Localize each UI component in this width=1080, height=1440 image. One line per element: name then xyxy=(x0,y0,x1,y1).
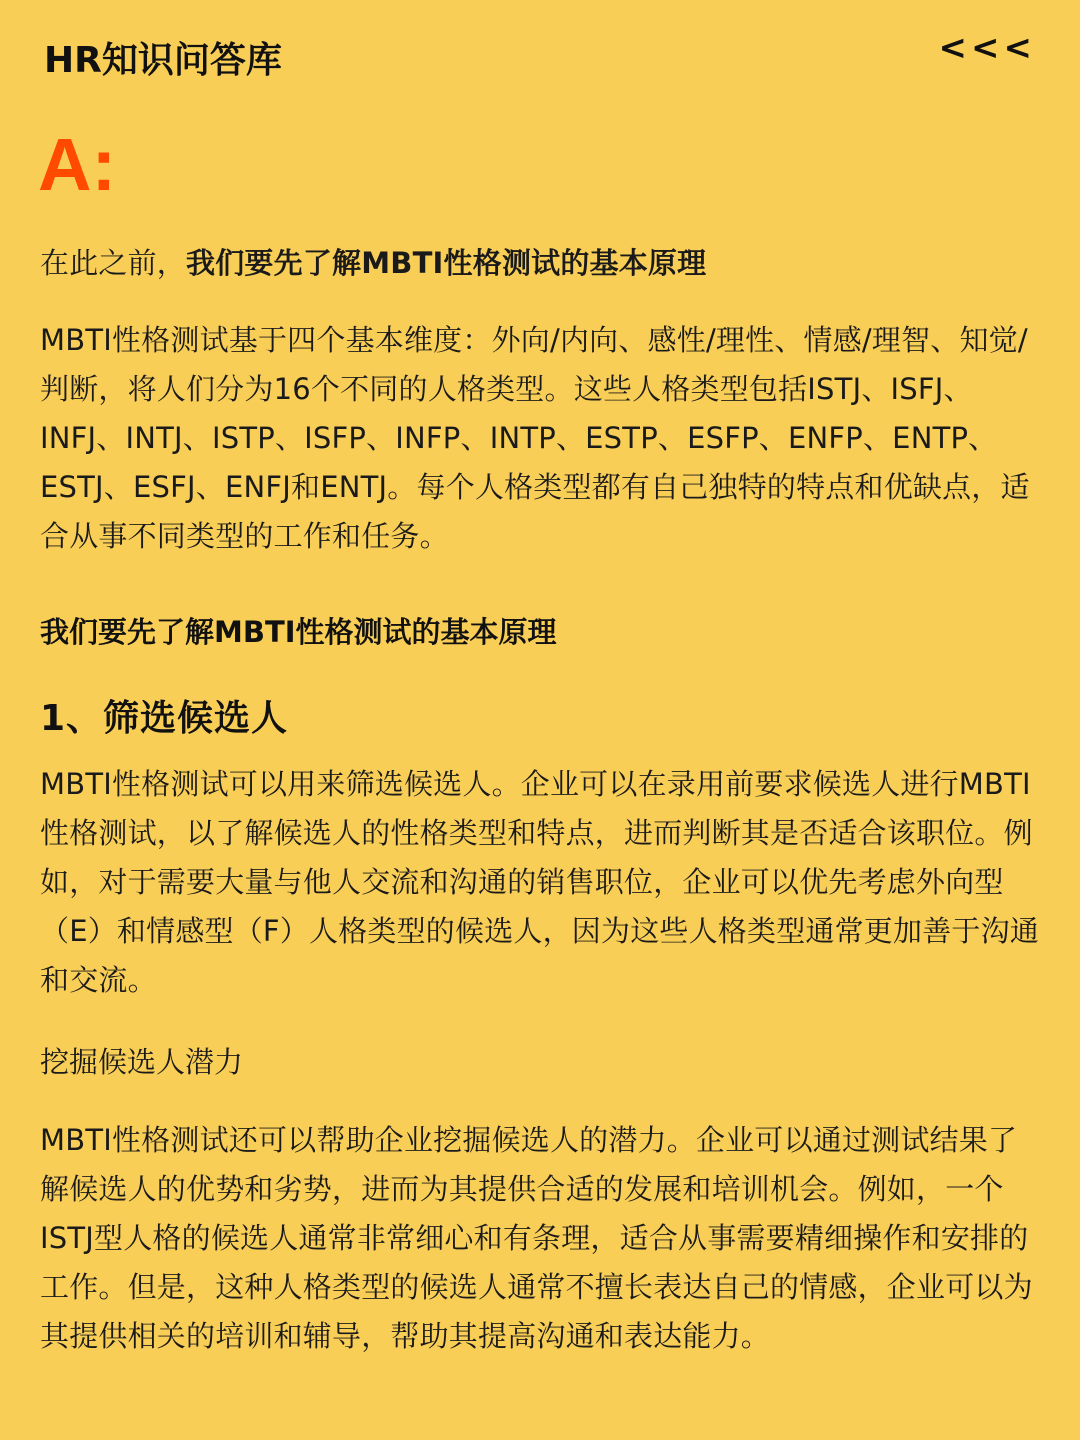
back-nav-button[interactable]: <<< xyxy=(938,28,1036,68)
paragraph-mbti-dimensions: MBTI性格测试基于四个基本维度：外向/内向、感性/理性、情感/理智、知觉/判断，将人们分为16个不同的人格类型。这些人格类型包括ISTJ、ISFJ、INFJ、INTJ、ISTP、ISFP、INFP、INTP、ESTP、ESFP、ENFP、ENTP、ESTJ、ESFJ、ENFJ和ENTJ。每个人格类型都有自己独特的特点和优缺点，适合从事不同类型的工作和任务。 xyxy=(40,323,1030,553)
page-title: HR知识问答库 xyxy=(44,40,282,81)
subheading-potential: 挖掘候选人潜力 xyxy=(40,1045,244,1079)
answer-label: A: xyxy=(38,123,117,206)
intro-line xyxy=(40,239,1040,288)
intro-prefix: 在此之前， xyxy=(40,246,187,280)
paragraph-screening: MBTI性格测试可以用来筛选候选人。企业可以在录用前要求候选人进行MBTI性格测试，以了解候选人的性格类型和特点，进而判断其是否适合该职位。例如，对于需要大量与他人交流和沟通的销售职位，企业可以优先考虑外向型（E）和情感型（F）人格类型的候选人，因为这些人格类型通常更加善于沟通和交流。 xyxy=(40,767,1040,997)
intro-emphasis: 我们要先了解MBTI性格测试的基本原理 xyxy=(186,246,707,280)
section-heading-screening: 1、筛选候选人 xyxy=(40,698,289,739)
subheading-basic-principle: 我们要先了解MBTI性格测试的基本原理 xyxy=(40,615,557,649)
paragraph-potential: MBTI性格测试还可以帮助企业挖掘候选人的潜力。企业可以通过测试结果了解候选人的优势和劣势，进而为其提供合适的发展和培训机会。例如，一个ISTJ型人格的候选人通常非常细心和有条理，适合从事需要精细操作和安排的工作。但是，这种人格类型的候选人通常不擅长表达自己的情感，企业可以为其提供相关的培训和辅导，帮助其提高沟通和表达能力。 xyxy=(40,1123,1033,1353)
